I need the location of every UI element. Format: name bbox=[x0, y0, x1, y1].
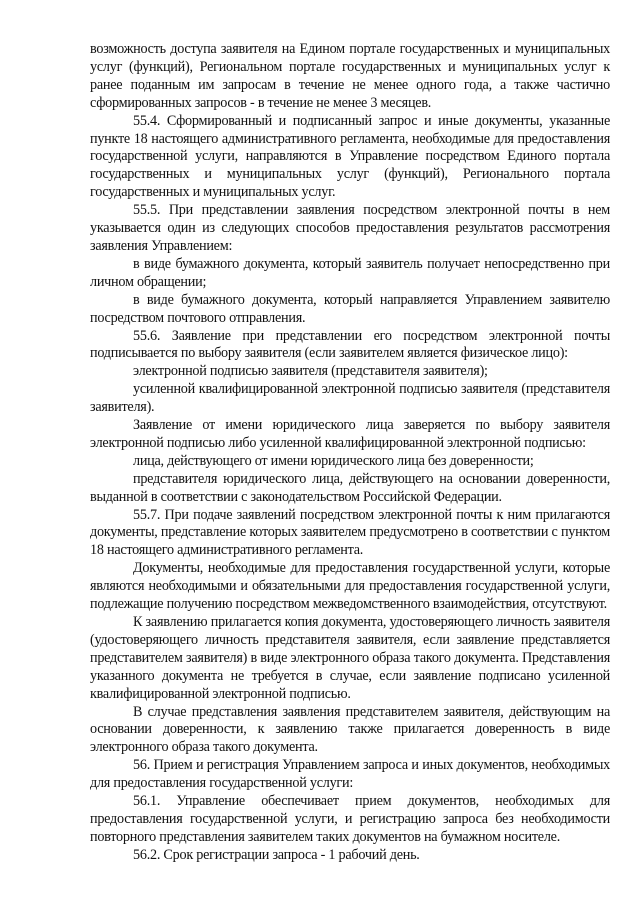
paragraph-identity-copy: К заявлению прилагается копия документа, удостоверяющего личность заявителя (удостоверяющего личность представителя заявителя, если заявление представляется представителем заявителя) в виде электронного образа такого документа. Представления указанного документа не требуется в случае, если заявление подписано усиленной квалифицированной электронной подписью. bbox=[90, 614, 610, 702]
paragraph-without-proxy: лица, действующего от имени юридического лица без доверенности; bbox=[133, 452, 534, 469]
paragraph-option-personal: в виде бумажного документа, который заявитель получает непосредственно при личном обращении; bbox=[90, 255, 610, 290]
paragraph-with-proxy: представителя юридического лица, действующего на основании доверенности, выданной в соответствии с законодательством Российской Федерации. bbox=[90, 470, 610, 505]
paragraph-55-6: 55.6. Заявление при представлении его посредством электронной почты подписывается по выбору заявителя (если заявителем является физическое лицо): bbox=[90, 327, 610, 362]
document-page bbox=[90, 41, 610, 865]
paragraph-55-7: 55.7. При подаче заявлений посредством электронной почты к ним прилагаются документы, представление которых заявителем предусмотрено в соответствии с пунктом 18 настоящего административного регламента. bbox=[90, 506, 610, 559]
paragraph-signature-qualified: усиленной квалифицированной электронной подписью заявителя (представителя заявителя). bbox=[90, 381, 610, 416]
paragraph-representative: В случае представления заявления представителем заявителя, действующим на основании доверенности, к заявлению также прилагается доверенность в виде электронного образа такого документа. bbox=[90, 703, 610, 756]
paragraph-56-1: 56.1. Управление обеспечивает прием документов, необходимых для предоставления государственной услуги, и регистрацию запроса без необходимости повторного представления заявителем таких документов на бумажном носителе. bbox=[90, 793, 610, 845]
paragraph-continuation: возможность доступа заявителя на Едином портале государственных и муниципальных услуг (функций), Региональном портале государственных и муниципальных услуг к ранее поданным им запросам в течение не менее одного года, а также частично сформированных запросов - в течение не менее 3 месяцев. bbox=[90, 41, 610, 111]
paragraph-56-2: 56.2. Срок регистрации запроса - 1 рабочий день. bbox=[133, 846, 420, 863]
paragraph-55-4: 55.4. Сформированный и подписанный запрос и иные документы, указанные пункте 18 настоящего административного регламента, необходимые для предоставления государственной услуги, направляются в Управление посредством Единого портала государственных и муниципальных услуг (функций), Регионального портала государственных и муниципальных услуг. bbox=[90, 112, 610, 201]
paragraph-signature-simple: электронной подписью заявителя (представителя заявителя); bbox=[133, 363, 488, 380]
paragraph-56: 56. Прием и регистрация Управлением запроса и иных документов, необходимых для предоставления государственной услуги: bbox=[90, 757, 610, 792]
paragraph-option-mail: в виде бумажного документа, который направляется Управлением заявителю посредством почтового отправления. bbox=[90, 291, 610, 326]
paragraph-55-5: 55.5. При представлении заявления посредством электронной почты в нем указывается один из следующих способов предоставления результатов рассмотрения заявления Управлением: bbox=[90, 202, 610, 254]
paragraph-legal-entity: Заявление от имени юридического лица заверяется по выбору заявителя электронной подписью либо усиленной квалифицированной электронной подписью: bbox=[90, 417, 610, 451]
paragraph-documents-required: Документы, необходимые для предоставления государственной услуги, которые являются необходимыми и обязательными для предоставления государственной услуги, подлежащие получению посредством межведомственного взаимодействия, отсутствуют. bbox=[90, 560, 610, 613]
